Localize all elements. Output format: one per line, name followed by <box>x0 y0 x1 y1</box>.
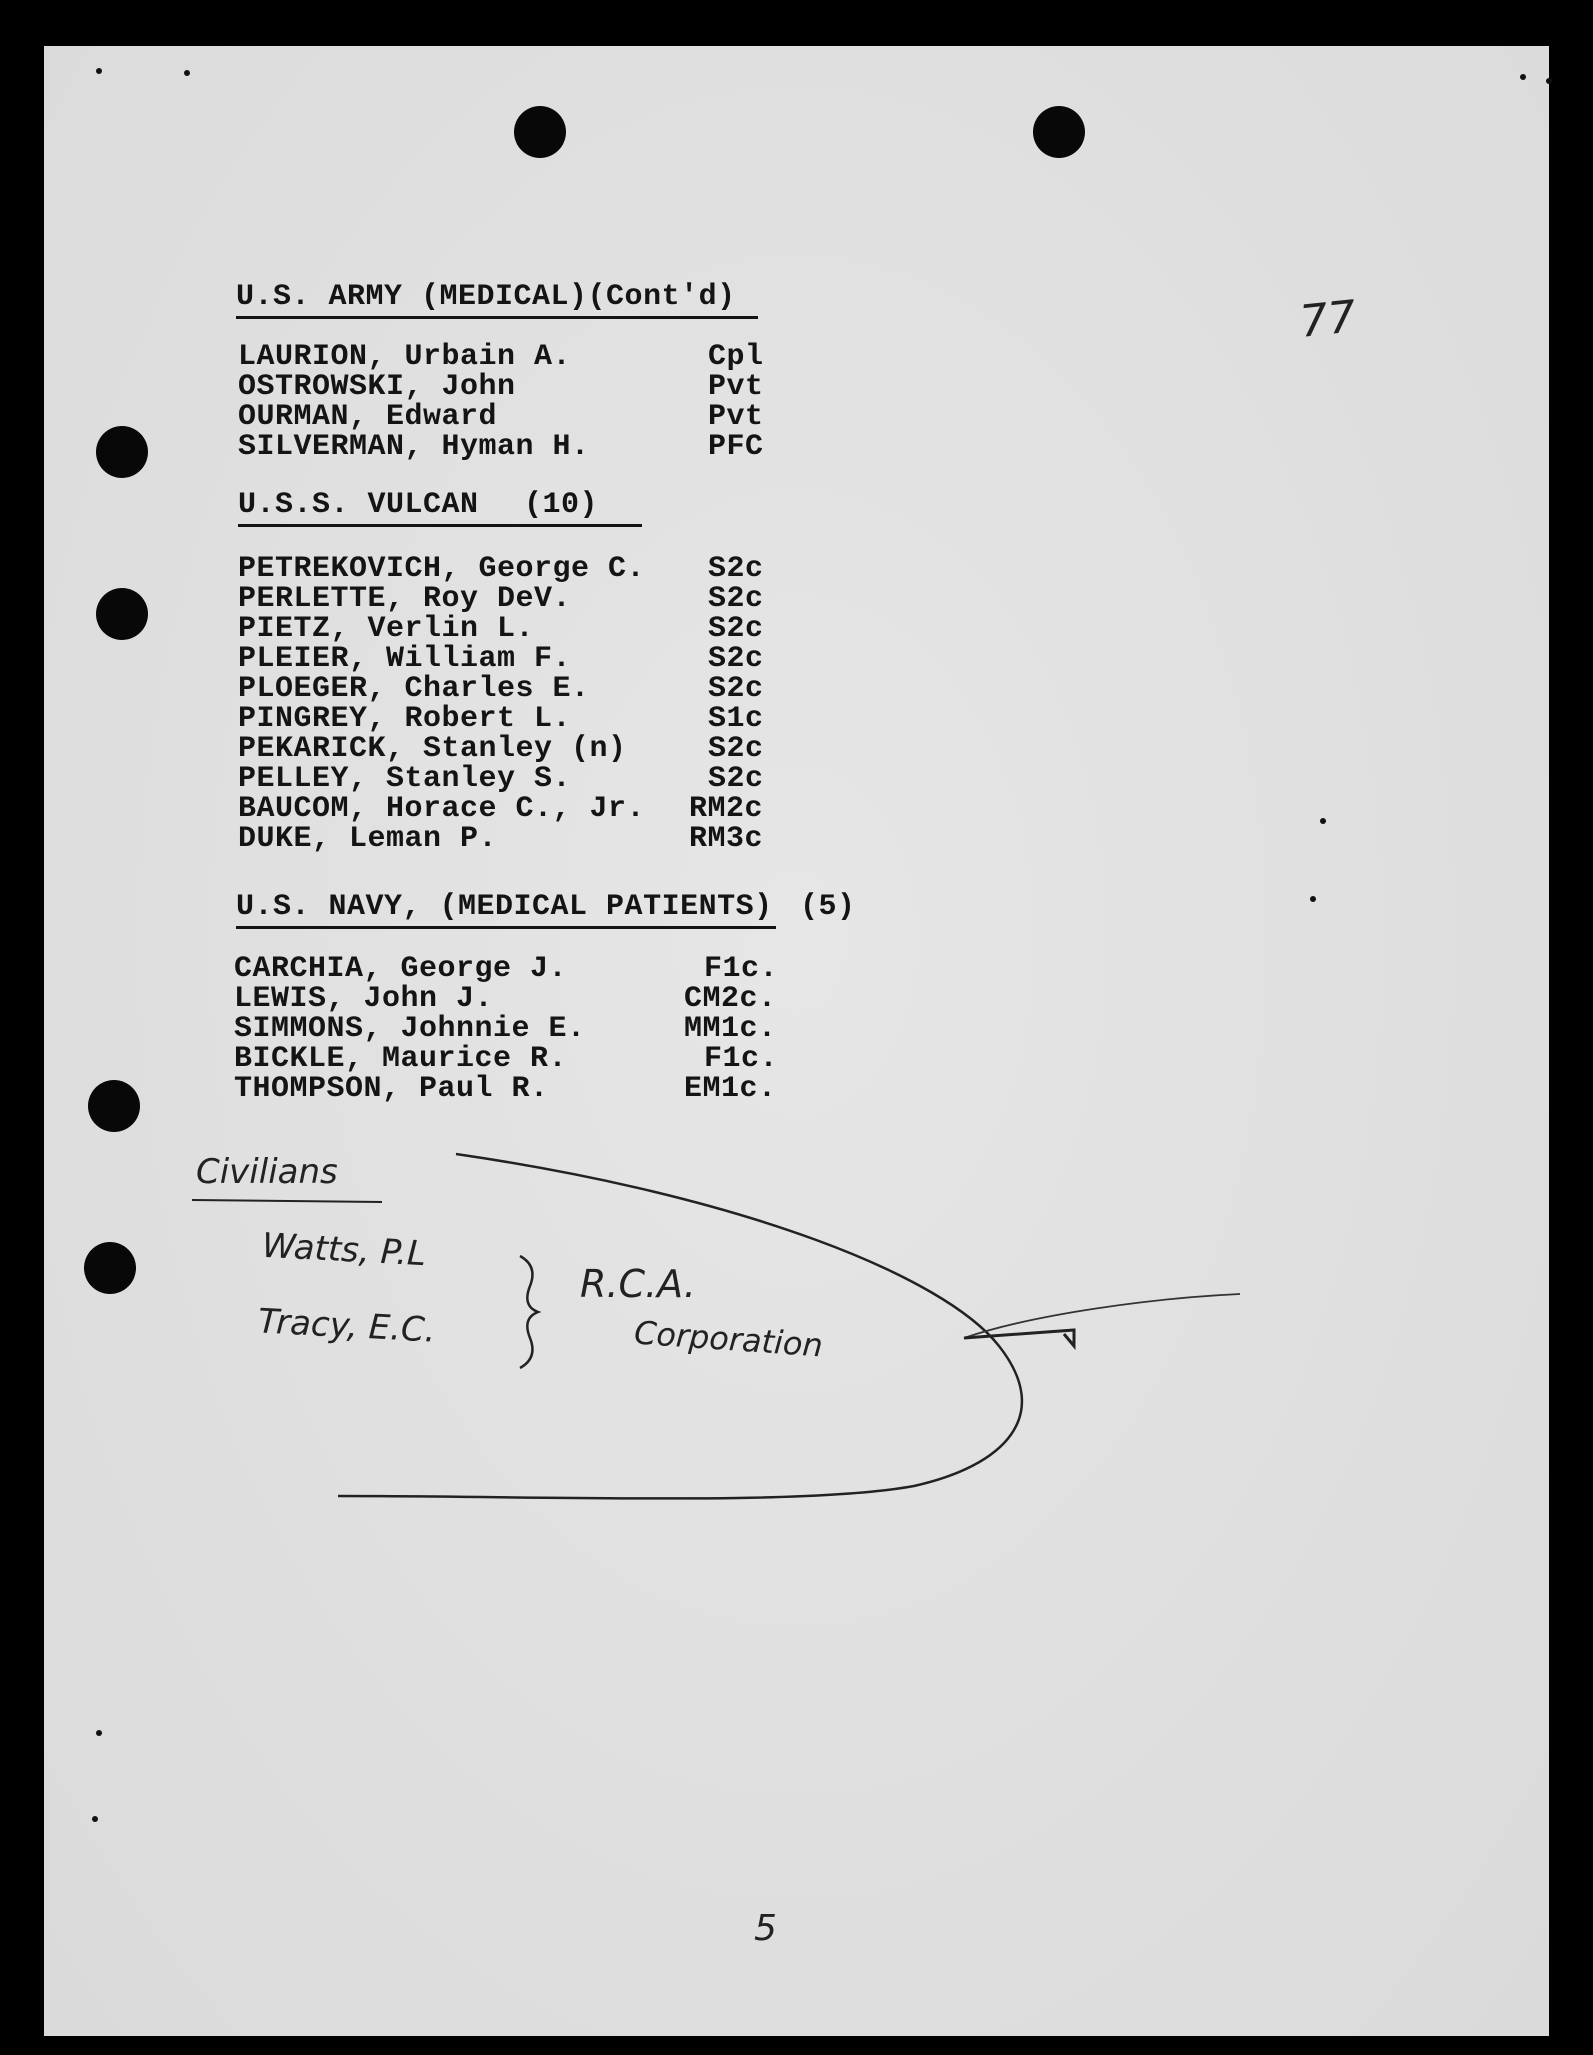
roster-name: BICKLE, Maurice R. <box>234 1042 568 1076</box>
section-count-vulcan: (10) <box>524 488 599 522</box>
roster-rank: Pvt <box>708 370 764 404</box>
roster-name: PEKARICK, Stanley (n) <box>238 732 627 766</box>
roster-name: THOMPSON, Paul R. <box>234 1072 549 1106</box>
roster-name: PERLETTE, Roy DeV. <box>238 582 572 616</box>
roster-name: CARCHIA, George J. <box>234 952 568 986</box>
roster-rank: Pvt <box>708 400 764 434</box>
roster-name: OSTROWSKI, John <box>238 370 516 404</box>
roster-rank: MM1c. <box>684 1012 777 1046</box>
handwritten-company-line2: Corporation <box>632 1313 825 1365</box>
roster-rank: PFC <box>708 430 764 464</box>
cross-stroke <box>964 1294 1240 1338</box>
handwritten-page-number: 77 <box>1297 291 1359 348</box>
roster-name: PLEIER, William F. <box>238 642 572 676</box>
roster-rank: S2c <box>708 672 764 706</box>
roster-rank: S2c <box>708 762 764 796</box>
roster-name: SIMMONS, Johnnie E. <box>234 1012 586 1046</box>
roster-rank: RM3c <box>689 822 764 856</box>
section-heading-vulcan: U.S.S. VULCAN <box>238 488 479 522</box>
section-heading-navy-medical: U.S. NAVY, (MEDICAL PATIENTS) <box>236 890 773 924</box>
roster-name: DUKE, Leman P. <box>238 822 498 856</box>
handwritten-civilians-label: Civilians <box>196 1152 338 1192</box>
pen-strokes <box>44 46 1549 2036</box>
civilians-underline <box>192 1200 382 1202</box>
handwritten-entry: Watts, P.L <box>261 1225 428 1275</box>
roster-rank: S2c <box>708 552 764 586</box>
brace-stroke <box>520 1256 538 1368</box>
section-count-navy-medical: (5) <box>800 890 856 924</box>
roster-rank: S2c <box>708 582 764 616</box>
handwritten-entry: Tracy, E.C. <box>257 1301 437 1351</box>
roster-rank: CM2c. <box>684 982 777 1016</box>
roster-name: OURMAN, Edward <box>238 400 498 434</box>
handwritten-footer-page-number: 5 <box>754 1908 777 1949</box>
roster-rank: S2c <box>708 642 764 676</box>
paper-sheet <box>44 46 1549 2036</box>
roster-rank: F1c. <box>704 1042 779 1076</box>
roster-rank: Cpl <box>708 340 764 374</box>
roster-rank: S1c <box>708 702 764 736</box>
roster-name: LEWIS, John J. <box>234 982 494 1016</box>
roster-name: PIETZ, Verlin L. <box>238 612 535 646</box>
roster-name: PLOEGER, Charles E. <box>238 672 590 706</box>
roster-name: PETREKOVICH, George C. <box>238 552 646 586</box>
roster-name: PINGREY, Robert L. <box>238 702 572 736</box>
roster-rank: S2c <box>708 732 764 766</box>
looped-line <box>338 1154 1022 1499</box>
roster-rank: RM2c <box>689 792 764 826</box>
roster-name: BAUCOM, Horace C., Jr. <box>238 792 646 826</box>
roster-name: PELLEY, Stanley S. <box>238 762 572 796</box>
roster-rank: S2c <box>708 612 764 646</box>
roster-name: SILVERMAN, Hyman H. <box>238 430 590 464</box>
roster-rank: EM1c. <box>684 1072 777 1106</box>
handwritten-company-line1: R.C.A. <box>580 1262 696 1306</box>
roster-name: LAURION, Urbain A. <box>238 340 572 374</box>
section-heading-army-medical: U.S. ARMY (MEDICAL)(Cont'd) <box>236 280 736 314</box>
roster-rank: F1c. <box>704 952 779 986</box>
